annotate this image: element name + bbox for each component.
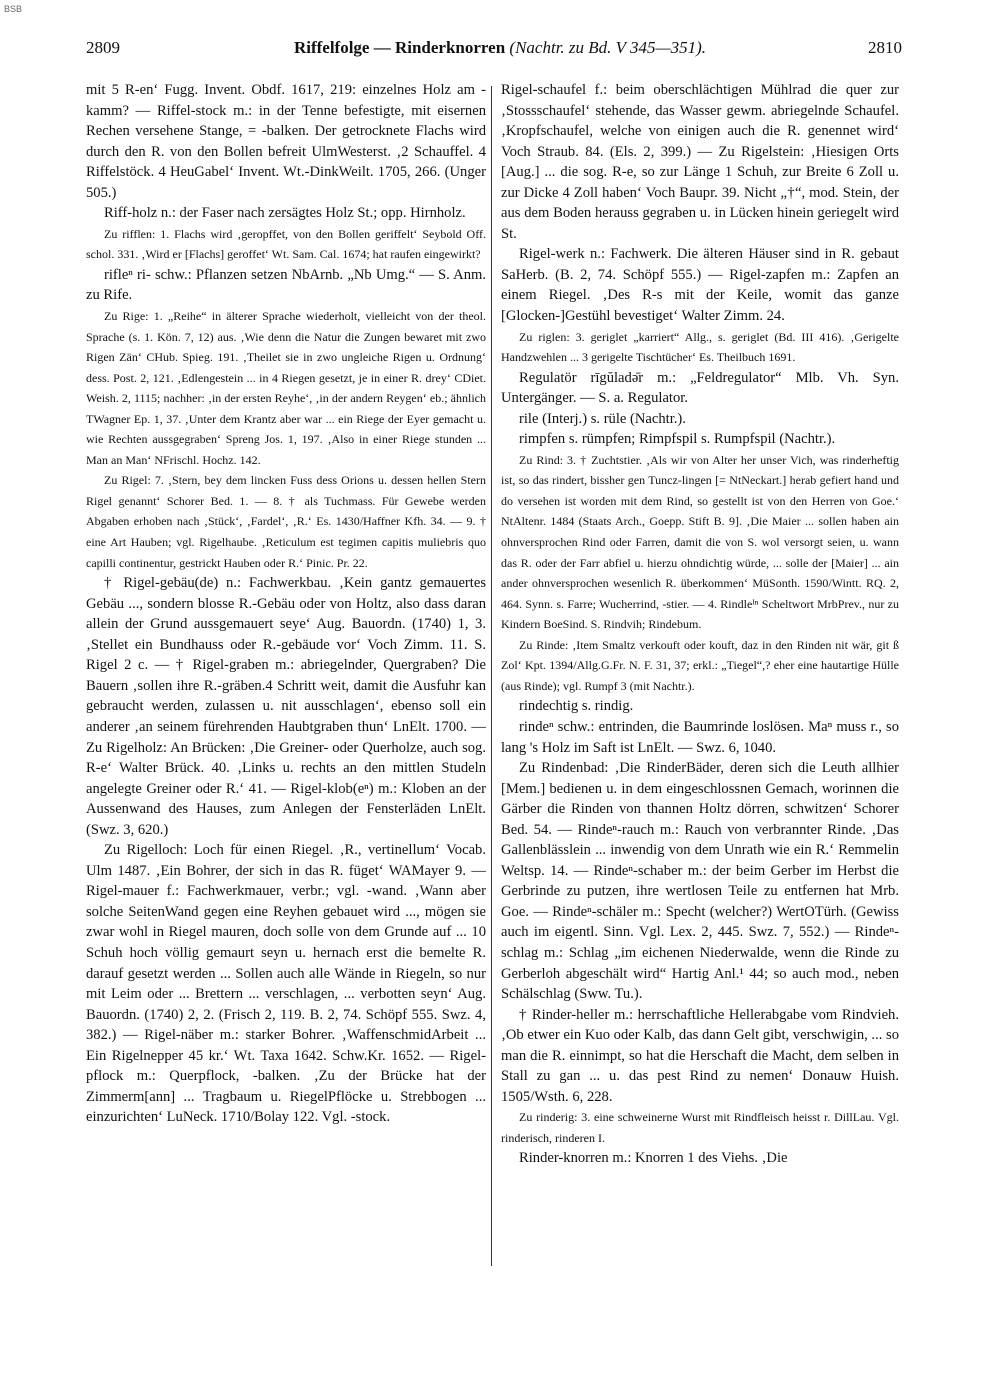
title-headwords: Riffelfolge — Rinderknorren	[293, 38, 506, 57]
entry-paragraph: rile (Interj.) s. rüle (Nachtr.).	[519, 410, 686, 427]
entry-paragraph: rifleⁿ ri- schw.: Pflanzen setzen NbArnb. „Nb Umg.“ — S. Anm. zu Rife.	[86, 266, 486, 304]
entry-paragraph: Zu riglen: 3. geriglet „karriert“ Allg., s. geriglet (Bd. III 416). ‚Gerigelte Handzwehlen ... 3 gerigelte Tischtücher‘ Es. Theilbuch 1691.	[501, 329, 899, 365]
page-number-left: 2809	[86, 38, 120, 57]
left-column	[86, 80, 486, 1128]
entry-paragraph: Zu Rigel: 7. ‚Stern, bey dem lincken Fuss dess Orions u. dessen hellen Stern Rigel genannt‘ Schorer Bed. 1. — 8. † als Tuchmass. Für Gewebe werden Abgaben erhoben nach ‚Stück‘, ‚Fardel‘, ‚R.‘ Es. 1430/Haffner Kfh. 34. — 9. † eine Art Hauben; vgl. Rigelhaube. ‚Reticulum est tegimen capitis muliebris quo capilli continentur, gestrickt Hauben oder R.‘ Pinic. Pr. 22.	[86, 473, 486, 570]
entry-paragraph: Zu rinderig: 3. eine schweinerne Wurst mit Rindfleisch heisst r. DillLau. Vgl. rinderisch, rinderen I.	[501, 1110, 899, 1145]
entry-paragraph: rindeⁿ schw.: entrinden, die Baumrinde loslösen. Maⁿ muss r., so lang 's Holz im Saft ist LnElt. — Swz. 6, 1040.	[501, 718, 899, 756]
entry-paragraph: rindechtig s. rindig.	[519, 698, 634, 715]
entry-paragraph: † Rinder-heller m.: herrschaftliche Hellerabgabe vom Rindvieh. ‚Ob etwer ein Kuo oder Kalb, das dann Gelt gibt, verschwigin, ... so man die R. einnimpt, so hat die Herschaft die Macht, dem selben in Stall zu gan ... u. das pest Rind zu nemen‘ Donauw Huish. 1505/Wsth. 6, 228.	[501, 1006, 899, 1105]
entry-paragraph: Zu Rinde: ‚Item Smaltz verkouft oder kouft, daz in den Rinden nit wär, git ß Zol‘ Kpt. 1394/Allg.G.Fr. N. F. 31, 37; erkl.: „Tiegel“,? eher eine hautartige Hülle (aus Rinde); vgl. Rumpf 3 (mit Nachtr.).	[501, 637, 899, 693]
title-note: (Nachtr. zu Bd. V 345—351).	[509, 38, 707, 57]
entry-paragraph: Rigel-schaufel f.: beim oberschlächtigen Mühlrad die quer zur ‚Stossschaufel‘ stehende, das Wasser gewm. abriegelnde Schaufel. ‚Kropfschaufel, welche von einigen auch die R. genennet wird‘ Voch Straub. 84. (Els. 2, 399.) — Zu Rigelstein: ‚Hiesigen Orts [Aug.] ... die sog. R-e, so zur Länge 1 Schuh, zur Breite 6 Zoll u. zur Dicke 4 Zoll haben‘ Voch Baupr. 39. Nicht „†“, mod. Stein, der aus dem Boden herauss gegraben u. in Lücken hinein geriegelt wird St.	[501, 82, 899, 242]
entry-paragraph: † Rigel-gebäu(de) n.: Fachwerkbau. ‚Kein gantz gemauertes Gebäu ..., sondern blosse R.-Gebäu oder von Holtz, also dass daran allein der Grund aussgemauert seye‘ Aug. Bauordn. (1740) 1, 3. ‚Stellet ein Bundhauss oder R.-gebäude vor‘ Voch Zimm. 11. S. Rigel 2 c. — † Rigel-graben m.: abriegelnder, Quergraben? Die Bauern ‚sollen ihre R.-gräben.4 Schritt weit, damit die Ausfuhr kan gebraucht werden, zulassen u. nit ausschlagen‘, ebenso soll ein anderer ‚an seinem fürehrenden Haubtgraben thun‘ LnElt. 1700. — Zu Rigelholz: An Brücken: ‚Die Greiner- oder Querholze, auch sog. R-e‘ Walter Brück. 40. ‚Links u. rechts an den mittlen Studeln angelegte Greiner oder R.‘ 41. — Rigel-klob(eⁿ) m.: Kloben an der Aussenwand des Hauses, zum Anlegen der Fensterläden LnElt. (Swz. 3, 620.)	[86, 575, 486, 838]
entry-paragraph: Riff-holz n.: der Faser nach zersägtes Holz St.; opp. Hirnholz.	[104, 205, 466, 222]
entry-paragraph: Regulatör rīgŭladə̄r m.: „Feldregulator“ Mlb. Vh. Syn. Untergänger. — S. a. Regulator.	[501, 369, 899, 407]
entry-paragraph: Rinder-knorren m.: Knorren 1 des Viehs. ‚Die	[519, 1150, 788, 1167]
entry-paragraph: Rigel-werk n.: Fachwerk. Die älteren Häuser sind in R. gebaut SaHerb. (B. 2, 74. Schöpf 555.) — Rigel-zapfen m.: Zapfen an einem Riegel. ‚Des R-s mit der Keile, womit das ganze [Glocken-]Gestühl bevestiget‘ Walter Zimm. 24.	[501, 246, 899, 325]
running-header	[0, 38, 1000, 68]
column-rule	[491, 86, 492, 1266]
entry-paragraph: Zu Rindenbad: ‚Die RinderBäder, deren sich die Leuth allhier [Mem.] bedienen u. in dem eingeschlossnen Gemach, worinnen die Gärber die Rinden von thannen Holtz dörren, schwitzen‘ Schorer Bed. 54. — Rindeⁿ-rauch m.: Rauch von verbrannter Rinde. ‚Das Gallenblässlein ... inwendig von dem Unrath wie ein R.‘ Remmelin Weltsp. 14. — Rindeⁿ-schaber m.: der beim Gerber im Herbst die Gerbrinde zu putzen, ihre wertlosen Teile zu entfernen hat Mrb. Goe. — Rindeⁿ-schäler m.: Specht (welcher?) WertOTürh. (Gewiss auch im eigentl. Sinn. Vgl. Lex. 2, 445. Swz. 7, 552.) — Rindeⁿ-schlag m.: Schlag „im eichenen Niederwalde, wenn die Rinde zu Gerberloh abgeschält wird“ Hartig Anl.¹ 44; so auch mod., neben Schälschlag (Sww. Tu.).	[501, 760, 899, 1003]
running-title	[0, 38, 1000, 58]
entry-paragraph: Zu Rigelloch: Loch für einen Riegel. ‚R., vertinellum‘ Vocab. Ulm 1487. ‚Ein Bohrer, der sich in das R. füget‘ WAMayer 9. — Rigel-mauer f.: Fachwerkmauer, verbr.; vgl. -wand. ‚Wann aber solche SeitenWand gegen eine Reyhen gebauet wird ..., mögen sie zwar wohl in Riegel mauren, doch solle von dem Grunde auf ... 10 Schuh hoch völlig gemaurt seyn u. hernach erst die bemelte R. darauf gesetzt werden ... Sollen auch alle Wände in Riegeln, so nur mit Leim oder ... Brettern ... verschlagen, ... verbotten seyn‘ Aug. Bauordn. (1740) 2, 2. (Frisch 2, 119. B. 2, 74. Schöpf 555. Swz. 4, 382.) — Rigel-näber m.: starker Bohrer. ‚WaffenschmidArbeit ... Ein Rigelnepper 45 kr.‘ Wt. Taxa 1642. Schw.Kr. 1652. — Rigel-pflock m.: Querpflock, -balken. ‚Zu der Brücke hat der Zimmerm[ann] ... Tragbaum u. RiegelPflöcke u. Strebbogen ... einzurichten‘ LuNeck. 1710/Bolay 122. Vgl. -stock.	[86, 842, 486, 1126]
entry-paragraph: mit 5 R-en‘ Fugg. Invent. Obdf. 1617, 219: einzelnes Holz am -kamm? — Riffel-stock m.: in der Tenne befestigte, mit eisernen Rechen versehene Stange, = -balken. Der getrocknete Flachs wird durch den R. von den Bollen befreit UlmWesterst. ‚2 Schauffel. 4 Riffelstöck. 4 HeuGabel‘ Invent. Wt.-DinkWeilt. 1705, 266. (Unger 505.)	[86, 82, 486, 201]
entry-paragraph: Zu Rind: 3. † Zuchtstier. ‚Als wir von Alter her unser Vich, was rinderheftig ist, so das rindert, bissher gen Tuncz-lingen [= NtNeckart.] herab gefiert hand und do versehen ist worden mit dem Rind, so gestellt ist von den Herren von Goe.‘ NtAltenr. 1484 (Staats Arch., Goepp. Stift B. 9]. ‚Die Maier ... sollen haben ain ohnversprochen Rind oder Farren, damit die von S. wol versorgt seien, u. wann das R. oder der Farr abfiel u. hierzu ohndichtig würde, ... solle der [Maier] ... ain ander ohnversprochen wesenlich R. überkommen‘ MüSonth. 1590/Wintt. RQ. 2, 464. Synn. s. Farre; Wucherrind, -stier. — 4. Rindleᴵⁿ Scheltwort MrbPrev., nur zu Kindern BoeSind. S. Rindvih; Rindebum.	[501, 452, 899, 632]
right-column	[501, 80, 899, 1169]
entry-paragraph: rimpfen s. rümpfen; Rimpfspil s. Rumpfspil (Nachtr.).	[519, 431, 836, 448]
entry-paragraph: Zu Rige: 1. „Reihe“ in älterer Sprache wiederholt, vielleicht von der theol. Sprache (s. 1. Kön. 7, 12) aus. ‚Wie denn die Natur die Zungen bewaret mit zwo Rigen Zän‘ CHub. Spieg. 191. ‚Theilet sie in zwo ungleiche Rigen u. Ordnung‘ dess. Post. 2, 121. ‚Edlengestein ... in 4 Riegen gesetzt, je in einer R. drey‘ CDiet. Weish. 2, 1115; nachher: ‚in der ersten Reyhe‘, ‚in der andern Reygen‘ eb.; ähnlich TWagner Ep. 1, 37. ‚Unter dem Krantz aber war ... ein Riege der Eyer gemacht u. wie Rechten aussgegraben‘ Spreng Jos. 1, 197. ‚Also in einer Riege stunden ... Man an Man‘ NFrischl. Hochz. 142.	[86, 309, 486, 467]
library-stamp: BSB	[4, 4, 23, 14]
entry-paragraph: Zu rifflen: 1. Flachs wird ‚geropffet, von den Bollen geriffelt‘ Seybold Off. schol. 331. ‚Wird er [Flachs] geroffet‘ Wt. Sam. Cal. 1674; hat raufen eingewirkt?	[86, 226, 486, 262]
page-number-right: 2810	[868, 38, 902, 57]
